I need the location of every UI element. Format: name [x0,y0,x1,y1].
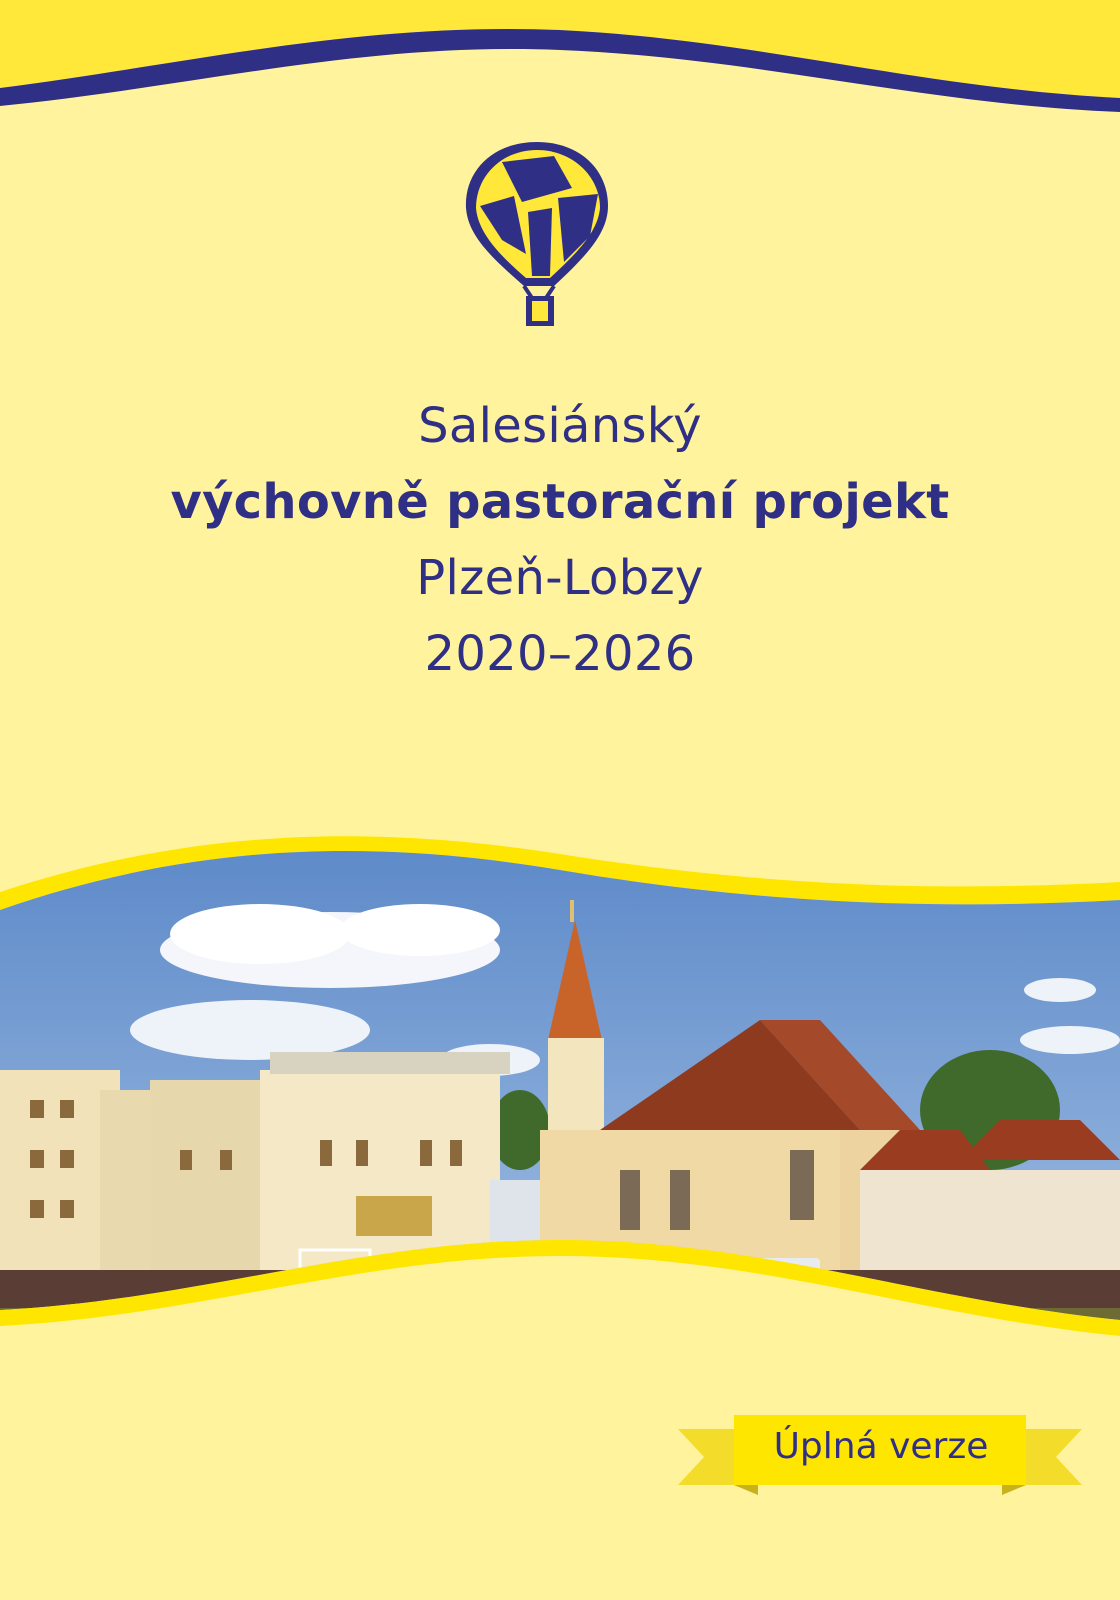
cover-photo [0,830,1120,1390]
version-label: Úplná verze [773,1426,989,1467]
title-line-4: 2020–2026 [424,626,696,682]
document-title [0,388,1120,692]
hot-air-balloon-icon [462,136,612,331]
title-line-3: Plzeň-Lobzy [416,550,704,606]
top-wave-decoration [0,0,1120,140]
title-line-1: Salesiánský [418,398,702,454]
title-line-2: výchovně pastorační projekt [170,474,950,530]
